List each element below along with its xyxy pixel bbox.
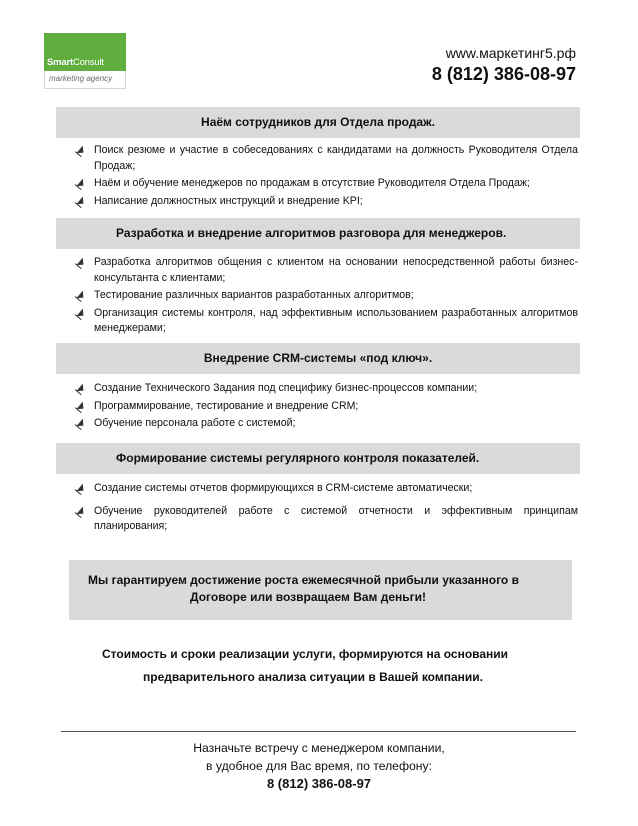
section-list-scripts — [78, 255, 578, 339]
cost-note-line-1: Стоимость и сроки реализации услуги, формируются на основании — [102, 647, 509, 661]
arrow-bullet-icon — [76, 484, 86, 495]
list-item-text: Организация системы контроля, над эффективным использованием разработанных алгоритмов менеджерами; — [94, 306, 578, 334]
footer-phone: 8 (812) 386-08-97 — [266, 776, 372, 791]
list-item-text: Программирование, тестирование и внедрение CRM; — [94, 399, 359, 412]
header-phone: 8 (812) 386-08-97 — [431, 64, 576, 84]
section-title-hiring: Наём сотрудников для Отдела продаж. — [56, 107, 580, 138]
list-item — [78, 255, 578, 286]
arrow-bullet-icon — [76, 258, 86, 269]
arrow-bullet-icon — [76, 401, 86, 412]
logo-brand-consult: Consult — [72, 57, 104, 68]
list-item — [78, 399, 578, 415]
logo-tagline: marketing agency — [44, 71, 126, 89]
arrow-bullet-icon — [76, 308, 86, 319]
guarantee-line-1: Мы гарантируем достижение роста ежемесячной прибыли указанного в — [88, 573, 519, 587]
list-item — [78, 176, 578, 192]
arrow-bullet-icon — [76, 384, 86, 395]
section-list-hiring — [78, 143, 578, 211]
cost-note — [102, 646, 508, 686]
list-item-text: Обучение персонала работе с системой; — [94, 417, 296, 429]
arrow-bullet-icon — [76, 419, 86, 430]
logo-brand — [47, 57, 104, 68]
cost-note-line-2: предварительного анализа ситуации в Вашей компании. — [143, 670, 483, 684]
arrow-bullet-icon — [76, 506, 86, 517]
list-item — [78, 194, 578, 210]
list-item — [78, 306, 578, 337]
section-list-control — [78, 481, 578, 537]
arrow-bullet-icon — [76, 179, 86, 190]
guarantee-box — [69, 560, 572, 620]
list-item-text: Создание Технического Задания под специфику бизнес-процессов компании; — [94, 382, 478, 394]
section-title-control: Формирование системы регулярного контроля показателей. — [56, 443, 580, 474]
footer-line-1: Назначьте встречу с менеджером компании, — [193, 741, 445, 755]
list-item-text: Создание системы отчетов формирующихся в CRM-системе автоматически; — [94, 482, 473, 494]
arrow-bullet-icon — [76, 146, 86, 157]
list-item-text: Тестирование различных вариантов разработанных алгоритмов; — [94, 289, 414, 301]
list-item — [78, 288, 578, 304]
footer-divider — [61, 731, 576, 732]
arrow-bullet-icon — [76, 196, 86, 207]
section-title-scripts: Разработка и внедрение алгоритмов разговора для менеджеров. — [56, 218, 580, 249]
logo-green-block — [44, 33, 126, 71]
logo-brand-smart: Smart — [47, 57, 73, 68]
list-item — [78, 143, 578, 174]
list-item-text: Поиск резюме и участие в собеседованиях с кандидатами на должность Руководителя Отдела Продаж; — [94, 144, 578, 172]
company-logo — [44, 33, 126, 89]
footer-line-2: в удобное для Вас время, по телефону: — [206, 759, 432, 773]
list-item — [78, 381, 578, 397]
arrow-bullet-icon — [76, 291, 86, 302]
list-item-text: Написание должностных инструкций и внедрение KPI; — [94, 194, 363, 207]
list-item-text: Разработка алгоритмов общения с клиентом на основании непосредственной работы бизнес-консультанта с клиентами; — [94, 256, 578, 284]
section-list-crm — [78, 381, 578, 434]
list-item — [78, 504, 578, 535]
guarantee-line-2: Договоре или возвращаем Вам деньги! — [190, 590, 427, 604]
list-item — [78, 481, 578, 497]
list-item — [78, 416, 578, 432]
website-link[interactable]: www.маркетинг5.рф — [445, 45, 576, 61]
list-item-text: Обучение руководителей работе с системой отчетности и эффективным принципам планирования; — [94, 504, 578, 532]
section-title-crm: Внедрение CRM-системы «под ключ». — [56, 343, 580, 374]
list-item-text: Наём и обучение менеджеров по продажам в отсутствие Руководителя Отдела Продаж; — [94, 177, 530, 189]
